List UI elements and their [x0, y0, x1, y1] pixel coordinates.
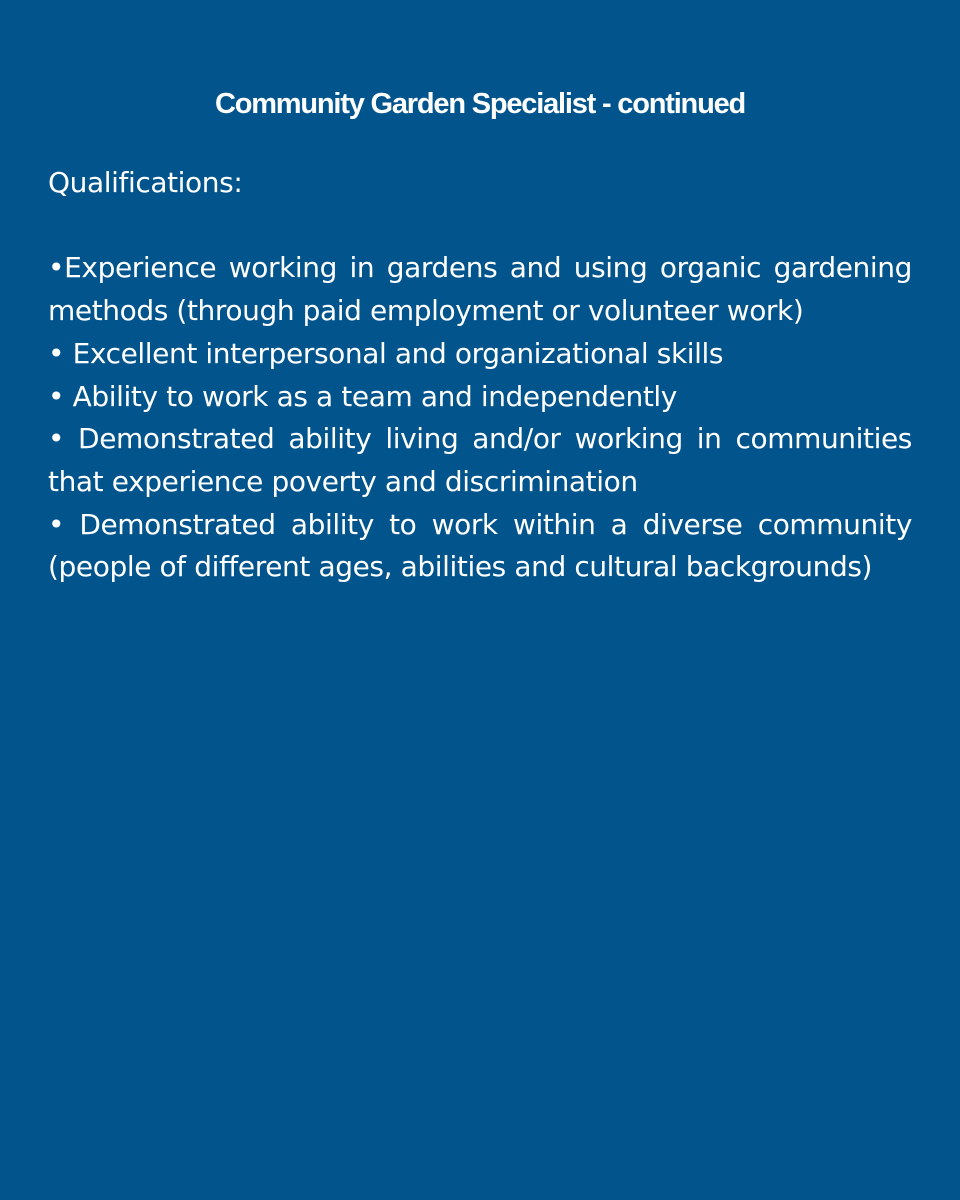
qualifications-section	[48, 162, 912, 589]
section-heading: Qualifications:	[48, 166, 243, 199]
page-title: Community Garden Specialist - continued	[214, 88, 746, 120]
qualification-item: • Ability to work as a team and independently	[48, 379, 677, 413]
qualification-item: • Excellent interpersonal and organizational skills	[48, 336, 724, 370]
qualification-item: • Demonstrated ability to work within a diverse community (people of different ages, abilities and cultural backgrounds)	[48, 507, 912, 584]
qualification-item: •Experience working in gardens and using organic gardening methods (through paid employment or volunteer work)	[48, 251, 912, 328]
qualification-item: • Demonstrated ability living and/or working in communities that experience poverty and discrimination	[48, 422, 912, 498]
